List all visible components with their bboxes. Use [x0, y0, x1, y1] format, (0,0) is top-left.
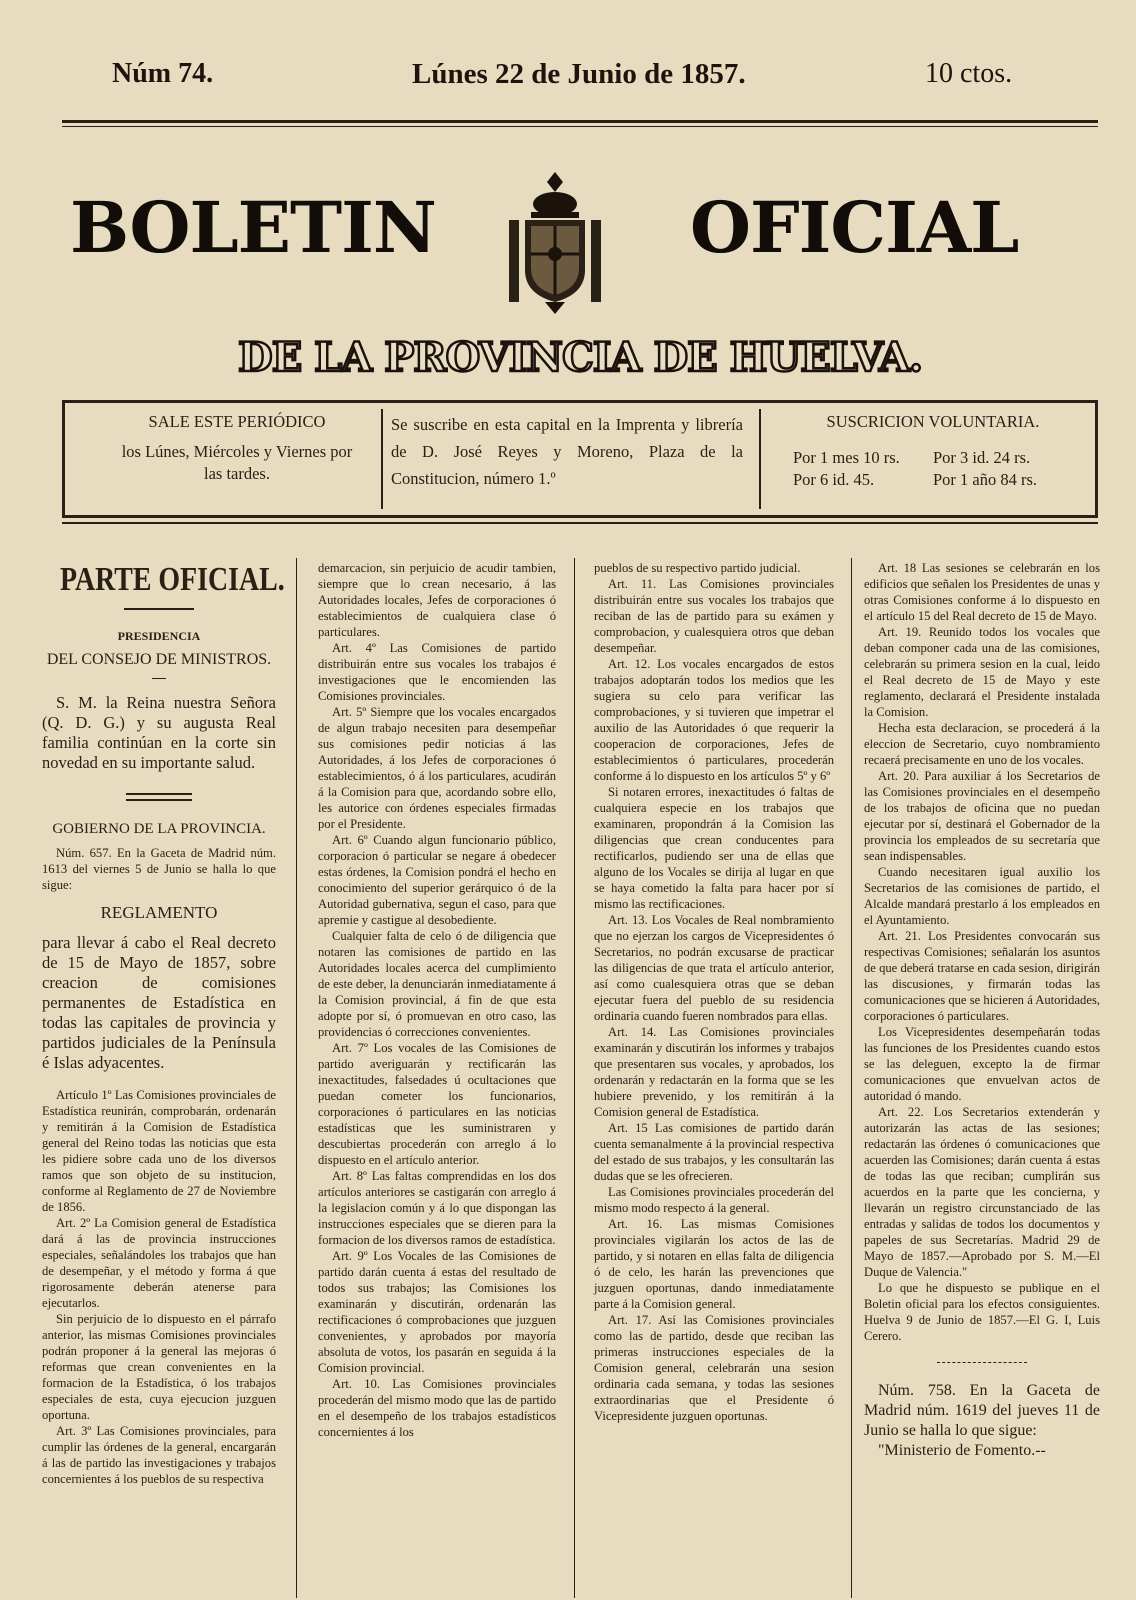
articulo-6: Art. 6º Cuando algun funcionario público, corporacion ó particular se negare á obedecer estas órdenes, la Comision pondrá el hecho en conocimiento del superior gerárquico ó de la Autoridad gubernativa, segun el caso, para que apremie y castigue al desobediente. — [318, 833, 556, 927]
articulo-18: Art. 18 Las sesiones se celebrarán en los edificios que señalen los Presidentes de unas y otras Comisiones conforme á lo dispuesto en el artículo 15 del Real decreto de 15 de Mayo. — [864, 561, 1100, 623]
articulo-9: Art. 9º Los Vocales de las Comisiones de partido darán cuenta á estas del resultado de todos sus trabajos; las Comisiones los examinarán y discutirán, ordenarán las rectificaciones ó comprobaciones que juzguen convenientes, y aprobados por mayoría absoluta de votos, los pasarán en seguida á la Comision provincial. — [318, 1249, 556, 1375]
articulo-20-cuando: Cuando necesitaren igual auxilio los Secretarios de las comisiones de partido, el Alcalde mandará prestarlo á los empleados en el Ayuntamiento. — [864, 865, 1100, 927]
articulo-8: Art. 8º Las faltas comprendidas en los dos artículos anteriores se castigarán con arreglo á la legislacion común y á lo que dispongan las instrucciones especiales que se dieren para la formacion de los diversos ramos de estadística. — [318, 1169, 556, 1247]
ministerio-heading: "Ministerio de Fomento.-- — [878, 1442, 1046, 1459]
schedule-days: los Lúnes, Miércoles y Viernes por las tardes. — [121, 442, 353, 483]
articulo-7: Art. 7º Los vocales de las Comisiones de partido averiguarán y rectificarán las inexactitudes, falsedades ú ocultaciones que puedan cometer los funcionarios, corporaciones ó particulares en las noticias estadísticas que les suministraren y descubiertas procederán con arreglo á lo dispuesto en el artículo anterior. — [318, 1041, 556, 1167]
publication-order: Lo que he dispuesto se publique en el Boletin oficial para los efectos consiguientes. Huelva 9 de Junio de 1857.—El G. I, Luis Cerero. — [864, 1281, 1100, 1343]
subscription-prices — [783, 411, 1083, 511]
parte-oficial-heading: PARTE OFICIAL. — [60, 561, 285, 598]
articulo-3: Art. 3º Las Comisiones provinciales, para cumplir las órdenes de la general, encargarán á las de partido las investigaciones y trabajos concernientes á los pueblos de su respectiva — [42, 1424, 276, 1486]
reina-notice: S. M. la Reina nuestra Señora (Q. D. G.) y su augusta Real familia continúan en la corte sin novedad en su importante salud. — [42, 693, 276, 772]
articulo-10: Art. 10. Las Comisiones provinciales procederán del mismo modo que las de partido en el desempeño de los trabajos estadísticos concernientes á los — [318, 1377, 556, 1439]
articulo-12-si: Si notaren errores, inexactitudes ó faltas de cualquiera especie en los trabajos que examinaren, propondrán á la Comision las diligencias que crean conducentes para rectificarlos, pudiendo ser una de ellas que alguno de los Vocales se dirija al lugar en que se haya cometido la falta para hacer por sí mismo las rectificaciones. — [594, 785, 834, 911]
column-3 — [594, 560, 834, 1424]
articulo-16: Art. 16. Las mismas Comisiones provinciales vigilarán los actos de las de partido, y si notaren en ellas falta de diligencia ó de celo, les harán las prevenciones que juzguen oportunas, dando inmediatamente parte á la Comision general. — [594, 1217, 834, 1311]
prices-title: SUSCRICION VOLUNTARIA. — [826, 412, 1040, 431]
articulo-19-hecha: Hecha esta declaracion, se procederá á la eleccion de Secretario, cuyo nombramiento recaerá precisamente en uno de los vocales. — [864, 721, 1100, 767]
top-rule-thin — [62, 126, 1098, 127]
subscription-location: Se suscribe en esta capital en la Imprenta y librería de D. José Reyes y Moreno, Plaza de la Constitucion, número 1.º — [391, 415, 743, 488]
articulo-17: Art. 17. Así las Comisiones provinciales como las de partido, desde que reciban las primeras instrucciones especiales de la Comision general, celebrarán una sesion ordinaria cada semana, y todas las sesiones extraordinarias que el Presidente ó Vicepresidente juzguen oportunas. — [594, 1313, 834, 1423]
articulo-15-las: Las Comisiones provinciales procederán del mismo modo respecto á la general. — [594, 1185, 834, 1215]
gobierno-heading: GOBIERNO DE LA PROVINCIA. — [52, 821, 266, 837]
articulo-5: Art. 5º Siempre que los vocales encargados de algun trabajo necesiten para desempeñar sus comisiones pedir noticias á las Autoridades, á los Jefes de corporaciones ó establecimientos, ó á los particulares, acudirán á la Comision para que, acordando sobre ello, les autorice con órdenes especiales firmadas por el Presidente. — [318, 705, 556, 831]
articulo-19: Art. 19. Reunido todos los vocales que deban componer cada una de las comisiones, celebrarán su primera sesion en la cual, leido el Real decreto de 15 de Mayo y este reglamento, declarará el Presidente instalada la Comision. — [864, 625, 1100, 719]
reglamento-title: para llevar á cabo el Real decreto de 15 de Mayo de 1857, sobre creacion de comisiones permanentes de Estadística en todas las capitales de provincia y partidos judiciales de la Península é Islas adyacentes. — [42, 933, 276, 1072]
articulo-14: Art. 14. Las Comisiones provinciales examinarán y discutirán los informes y trabajos que presentaren sus vocales, y aprobados, los ordenarán y redactarán en la forma que se les hubiere prevenido, y los remitirán á la Comision general de Estadística. — [594, 1025, 834, 1119]
col2-continuation: demarcacion, sin perjuicio de acudir tambien, siempre que lo crean necesario, á las Autoridades locales, Jefes de corporaciones ó establecimientos de cualquiera clase ó particulares. — [318, 561, 556, 639]
articulo-12: Art. 12. Los vocales encargados de estos trabajos adoptarán todos los medios que les sugiera su celo para verificar las comprobaciones, y si tuvieren que impetrar el auxilio de las Autoridades ó que requerir la cooperacion de corporaciones, Jefes de establecimientos ó particulares, procederán conforme á lo dispuesto en los artículos 5º y 6º — [594, 657, 834, 783]
coat-of-arms-icon — [505, 172, 605, 318]
top-rule — [62, 120, 1098, 123]
title-boletin: BOLETIN — [70, 186, 436, 269]
consejo-heading: DEL CONSEJO DE MINISTROS. — [46, 651, 272, 668]
issue-date: Lúnes 22 de Junio de 1857. — [412, 58, 746, 90]
price-3-months: Por 3 id. 24 rs. — [933, 448, 1031, 467]
subscription-box — [62, 400, 1098, 518]
issue-price: 10 ctos. — [925, 58, 1013, 89]
articulo-15: Art. 15 Las comisiones de partido darán cuenta semanalmente á la provincial respectiva del estado de sus trabajos, y les consultarán las dudas que se les ofrecieren. — [594, 1121, 834, 1183]
articulo-2-sin: Sin perjuicio de lo dispuesto en el párrafo anterior, las mismas Comisiones provinciales podrán proponer á la general las mejoras ó reformas que crean convenientes en la formacion de la Estadística, ó los trabajos especiales de esta, cuya ejecucion juzguen oportuna. — [42, 1312, 276, 1422]
articulo-2: Art. 2º La Comision general de Estadística dará á las de provincia instrucciones especiales, señalándoles los trabajos que han de desempeñar, y el método y forma á que rigorosamente deberán atenerse para ejecutarlos. — [42, 1216, 276, 1310]
price-6-months: Por 6 id. 45. — [793, 470, 875, 489]
notice-657: Núm. 657. En la Gaceta de Madrid núm. 1613 del viernes 5 de Junio se halla lo que sigue: — [42, 846, 276, 892]
articulo-22: Art. 22. Los Secretarios extenderán y autorizarán las actas de las sesiones; redactarán las órdenes ó comunicaciones que acuerden las Comisiones; darán cuenta á estas de todas las que reciban; cumplirán sus acuerdos en la parte que les concierna, y llevarán un registro circunstanciado de las entradas y salidas de todos los documentos y papeles de sus Secretarías. Madrid 29 de Mayo de 1857.—Aprobado por S. M.—El Duque de Valencia." — [864, 1105, 1100, 1279]
issue-number: Núm 74. — [112, 58, 214, 89]
articulo-4: Art. 4º Las Comisiones de partido distribuirán entre sus vocales los trabajos é investigaciones que le encomienden las Comisiones provinciales. — [318, 641, 556, 703]
price-1-year: Por 1 año 84 rs. — [933, 470, 1038, 489]
schedule-title: SALE ESTE PERIÓDICO — [148, 412, 326, 431]
title-province: DE LA PROVINCIA DE HUELVA. — [238, 334, 922, 381]
price-1-month: Por 1 mes 10 rs. — [793, 448, 900, 467]
presidencia-heading: PRESIDENCIA — [117, 629, 201, 643]
column-2 — [318, 560, 556, 1440]
articulo-13: Art. 13. Los Vocales de Real nombramiento que no ejerzan los cargos de Vicepresidentes ó Secretarios, no podrán excusarse de practicar las diligencias de que trata el artículo anterior, así como cualesquiera otras que se deban ejecutar fuera del pueblo de su residencia ordinaria cuando fueren nombrados para ellas. — [594, 913, 834, 1023]
articulo-11: Art. 11. Las Comisiones provinciales distribuirán entre sus vocales los trabajos que reciban de las de partido para su exámen y comprobacion, y cualesquiera otros que deban desempeñar. — [594, 577, 834, 655]
column-4 — [864, 560, 1100, 1461]
articulo-21: Art. 21. Los Presidentes convocarán sus respectivas Comisiones; señalarán los asuntos de que deberá tratarse en cada sesion, dirigirán las discusiones, y firmarán todas las comunicaciones que se hicieren á Autoridades, corporaciones ó particulares. — [864, 929, 1100, 1023]
articulo-1: Artículo 1º Las Comisiones provinciales de Estadística reunirán, comprobarán, ordenarán y remitirán á la Comision de Estadística general del Reino todas las noticias que esta les pidiere sobre cada uno de los diversos ramos que son objeto de su institucion, conforme al Reglamento de 27 de Noviembre de 1856. — [42, 1088, 276, 1214]
articulo-20: Art. 20. Para auxiliar á los Secretarios de las Comisiones provinciales en el desempeño de los trabajos de oficina que no puedan ejecutar por sí, destinará el Gobernador de la provincia los empleados de su secretaría que sean indispensables. — [864, 769, 1100, 863]
notice-758: Núm. 758. En la Gaceta de Madrid núm. 1619 del jueves 11 de Junio se halla lo que sigue: — [864, 1382, 1100, 1439]
articulo-6-cualquier: Cualquier falta de celo ó de diligencia que notaren las comisiones de partido en las Autoridades locales acerca del cumplimiento de este deber, la denunciarán inmediatamente á la Comision provincial, á fin de que esta adopte por sí, ó promuevan en otro caso, las providencias ó correcciones convenientes. — [318, 929, 556, 1039]
reglamento-heading: REGLAMENTO — [100, 903, 218, 922]
publication-schedule — [117, 411, 357, 511]
title-oficial: OFICIAL — [690, 186, 1019, 269]
col3-continuation: pueblos de su respectivo partido judicial. — [594, 561, 801, 575]
articulo-21-vice: Los Vicepresidentes desempeñarán todas las funciones de los Presidentes cuando estos se las deleguen, excepto la de firmar comunicaciones que envuelvan actos de autoridad ó mando. — [864, 1025, 1100, 1103]
column-1 — [42, 560, 285, 1487]
